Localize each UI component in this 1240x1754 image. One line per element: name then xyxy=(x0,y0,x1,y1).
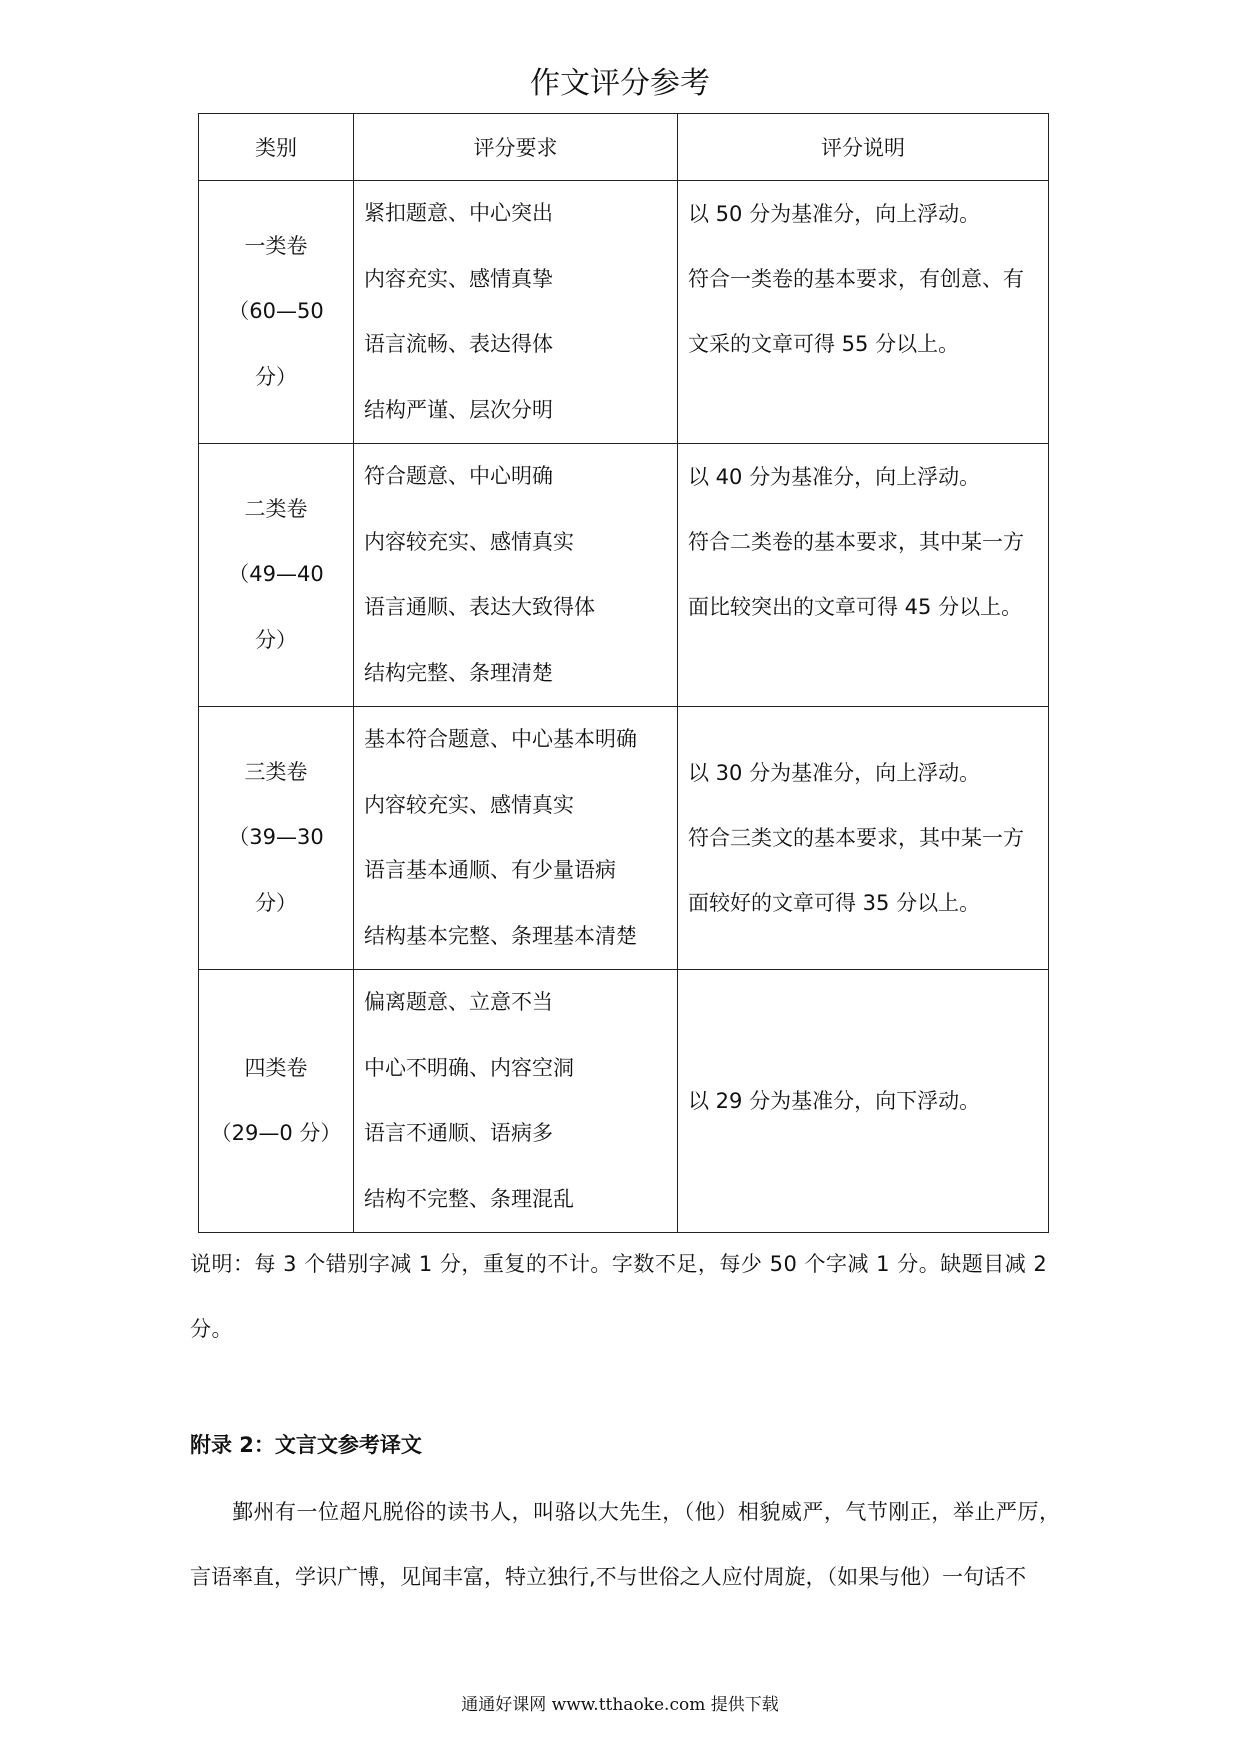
requirement-item: 内容较充实、感情真实 xyxy=(364,529,574,554)
table-header-row xyxy=(199,114,1049,181)
header-notes: 评分说明 xyxy=(678,114,1049,181)
requirement-item: 结构基本完整、条理基本清楚 xyxy=(364,923,637,948)
category-cell xyxy=(199,970,354,1233)
category-range: （60—50 xyxy=(228,299,324,324)
note-line: 以 30 分为基准分，向上浮动。 xyxy=(688,760,981,785)
requirement-item: 内容充实、感情真挚 xyxy=(364,266,553,291)
category-range-unit: 分） xyxy=(255,627,297,652)
requirements-cell xyxy=(354,707,678,970)
note-line: 符合三类文的基本要求，其中某一方 xyxy=(688,825,1024,850)
notes-cell xyxy=(678,181,1049,444)
category-range-unit: 分） xyxy=(255,890,297,915)
requirement-item: 语言基本通顺、有少量语病 xyxy=(364,858,616,882)
requirement-item: 结构不完整、条理混乱 xyxy=(364,1186,574,1211)
requirement-item: 结构严谨、层次分明 xyxy=(364,397,553,422)
remark-paragraph: 说明：每 3 个错别字减 1 分，重复的不计。字数不足，每少 50 个字减 1 分。缺题目减 2 分。 xyxy=(190,1252,1048,1341)
category-range: （39—30 xyxy=(228,825,324,850)
note-line: 以 40 分为基准分，向上浮动。 xyxy=(688,464,981,489)
note-line: 以 29 分为基准分，向下浮动。 xyxy=(688,1088,981,1113)
requirement-item: 中心不明确、内容空洞 xyxy=(364,1055,574,1080)
table-row xyxy=(199,444,1049,707)
requirement-item: 符合题意、中心明确 xyxy=(364,464,553,488)
note-line: 符合一类卷的基本要求，有创意、有 xyxy=(688,266,1024,291)
footer: 通通好课网 www.tthaoke.com 提供下载 xyxy=(461,1695,779,1715)
appendix-title: 附录 2：文言文参考译文 xyxy=(190,1433,422,1457)
requirements-cell xyxy=(354,444,678,707)
category-name: 三类卷 xyxy=(244,759,308,784)
requirements-cell xyxy=(354,181,678,444)
category-name: 四类卷 xyxy=(244,1055,308,1080)
note-line: 以 50 分为基准分，向上浮动。 xyxy=(688,201,981,226)
table-row xyxy=(199,181,1049,444)
grading-table xyxy=(198,113,1049,1233)
category-cell xyxy=(199,707,354,970)
category-cell xyxy=(199,444,354,707)
requirement-item: 语言流畅、表达得体 xyxy=(364,332,553,356)
note-line: 面较好的文章可得 35 分以上。 xyxy=(688,890,981,915)
requirement-item: 语言通顺、表达大致得体 xyxy=(364,595,595,619)
category-range: （49—40 xyxy=(228,562,324,587)
notes-cell xyxy=(678,444,1049,707)
category-name: 一类卷 xyxy=(244,233,308,258)
notes-cell xyxy=(678,970,1049,1233)
category-range: （29—0 分） xyxy=(210,1121,342,1145)
requirement-item: 语言不通顺、语病多 xyxy=(364,1121,553,1145)
appendix-body: 鄞州有一位超凡脱俗的读书人，叫骆以大先生，（他）相貌威严，气节刚正，举止严厉，言语率直，学识广博，见闻丰富，特立独行,不与世俗之人应付周旋，（如果与他）一句话不 xyxy=(190,1500,1060,1589)
category-cell xyxy=(199,181,354,444)
requirement-item: 紧扣题意、中心突出 xyxy=(364,201,553,225)
requirements-cell xyxy=(354,970,678,1233)
category-range-unit: 分） xyxy=(255,364,297,389)
notes-cell xyxy=(678,707,1049,970)
header-category: 类别 xyxy=(199,114,354,181)
note-line: 符合二类卷的基本要求，其中某一方 xyxy=(688,529,1024,554)
requirement-item: 结构完整、条理清楚 xyxy=(364,660,553,685)
note-line: 面比较突出的文章可得 45 分以上。 xyxy=(688,594,1023,619)
requirement-item: 内容较充实、感情真实 xyxy=(364,792,574,817)
table-row xyxy=(199,707,1049,970)
table-row xyxy=(199,970,1049,1233)
header-requirements: 评分要求 xyxy=(354,114,678,181)
page-title: 作文评分参考 xyxy=(530,66,710,101)
requirement-item: 基本符合题意、中心基本明确 xyxy=(364,727,637,751)
category-name: 二类卷 xyxy=(244,496,308,521)
note-line: 文采的文章可得 55 分以上。 xyxy=(688,331,960,356)
requirement-item: 偏离题意、立意不当 xyxy=(364,990,553,1014)
